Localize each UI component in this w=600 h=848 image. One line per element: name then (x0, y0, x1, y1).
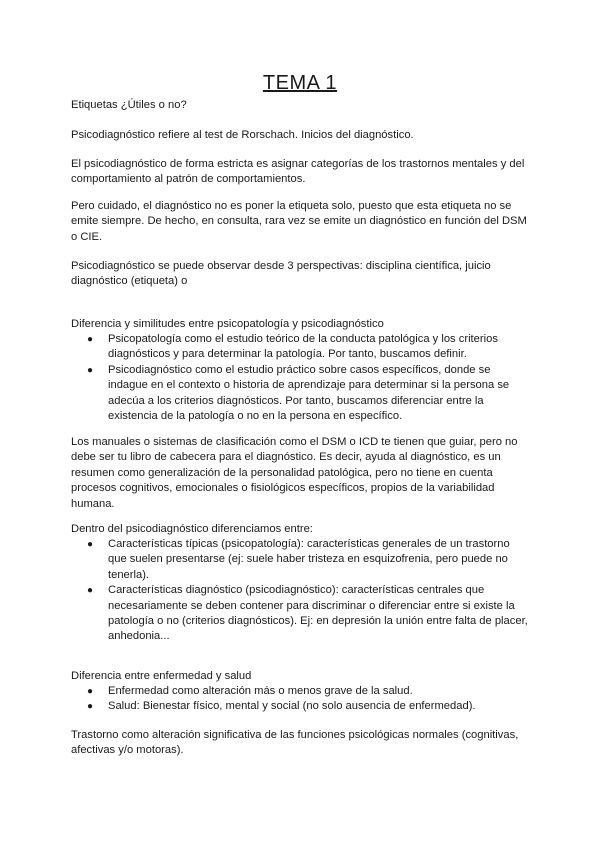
list-salud (71, 684, 531, 715)
list-caracteristicas (71, 537, 531, 645)
paragraph-cuidado: Pero cuidado, el diagnóstico no es poner la etiqueta solo, puesto que esta etiqueta no se emite siempre. De hecho, en consulta, rara vez se emite un diagnóstico en función del DSM o CIE. (71, 200, 527, 243)
paragraph-perspectivas: Psicodiagnóstico se puede observar desde 3 perspectivas: disciplina científica, juicio diagnóstico (etiqueta) o (71, 260, 491, 288)
list-item-text: Características diagnóstico (psicodiagnóstico): características centrales que necesariamente se deben contener para discriminar o diferenciar entre si existe la patología o no (criterios diagnósticos). Ej: en depresión la unión entre falta de placer, anhedonia... (108, 584, 528, 643)
list-item (71, 583, 531, 645)
bullet-icon: ● (87, 701, 94, 713)
list-item (71, 363, 531, 425)
paragraph-definicion: El psicodiagnóstico de forma estricta es asignar categorías de los trastornos mentales y del comportamiento al patrón de comportamientos. (71, 158, 525, 186)
list-item-text: Enfermedad como alteración más o menos grave de la salud. (108, 685, 413, 697)
section-heading-diferenciamos: Dentro del psicodiagnóstico diferenciamos entre: (71, 523, 313, 535)
bullet-icon: ● (87, 364, 94, 376)
section-heading-salud: Diferencia entre enfermedad y salud (71, 670, 252, 682)
list-item (71, 684, 531, 699)
list-item-text: Salud: Bienestar físico, mental y social (no solo ausencia de enfermedad). (108, 700, 476, 713)
list-item-text: Psicodiagnóstico como el estudio práctico sobre casos específicos, donde se indague en el contexto o historia de aprendizaje para determinar si la persona se adecúa a los criterios diagnósticos. Por tanto, buscamos diferenciar entre la existencia de la patología o no en la persona en específico. (108, 363, 510, 423)
list-psicopatologia (71, 332, 531, 424)
list-item (71, 332, 531, 363)
paragraph-rorschach: Psicodiagnóstico refiere al test de Rorschach. Inicios del diagnóstico. (71, 129, 414, 141)
bullet-icon: ● (87, 585, 94, 597)
bullet-icon: ● (87, 334, 94, 345)
paragraph-manuales: Los manuales o sistemas de clasificación como el DSM o ICD te tienen que guiar, pero no debe ser tu libro de cabecera para el diagnóstico. Es decir, ayuda al diagnóstico, es un resumen como generalización de la personalidad patológica, pero no tiene en cuenta procesos cognitivos, emocionales o fisiológicos específicos, propios de la variabilidad humana. (71, 436, 518, 510)
page-title: TEMA 1 (262, 72, 338, 94)
list-item-text: Características típicas (psicopatología): características generales de un trastorno que suelen presentarse (ej: suele haber tristeza en esquizofrenia, pero puede no tenerla). (108, 538, 510, 581)
paragraph-trastorno: Trastorno como alteración significativa de las funciones psicológicas normales (cognitivas, afectivas y/o motoras). (71, 729, 519, 757)
bullet-icon: ● (87, 539, 94, 550)
section-heading-psicopatologia: Diferencia y similitudes entre psicopatología y psicodiagnóstico (71, 318, 384, 330)
paragraph-etiquetas: Etiquetas ¿Útiles o no? (71, 99, 187, 111)
bullet-icon: ● (87, 686, 94, 697)
list-item-text: Psicopatología como el estudio teórico de la conducta patológica y los criterios diagnósticos y para determinar la patología. Por tanto, buscamos definir. (108, 333, 498, 361)
list-item (71, 537, 531, 583)
list-item (71, 699, 531, 714)
